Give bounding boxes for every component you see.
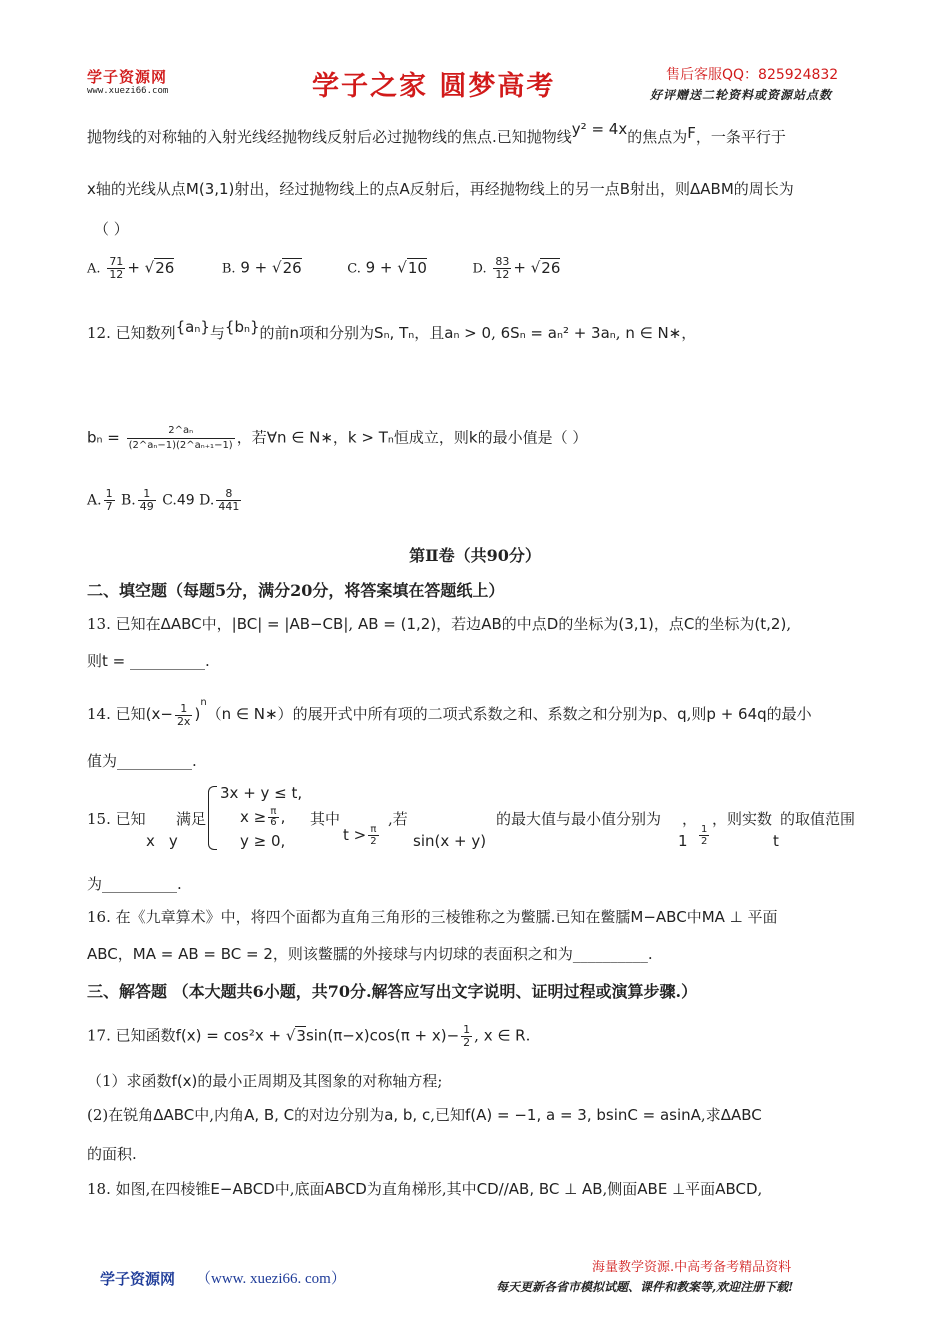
q13-text: 则 bbox=[87, 652, 103, 670]
q15-text-satisfy: 满足 bbox=[176, 810, 207, 828]
q12-option-b-frac: $\frac{1}{49}$ bbox=[139, 487, 154, 513]
q11-line2 bbox=[87, 178, 794, 200]
q12-options bbox=[87, 488, 243, 513]
q13-ab: AB bbox=[481, 615, 502, 633]
q11-text: 抛物线的对称轴的入射光线经抛物线反射后必过抛物线的焦点.已知抛物线 bbox=[87, 128, 572, 146]
q11-option-c-label: C. bbox=[347, 261, 361, 277]
q14-text: ,则 bbox=[686, 705, 707, 723]
q11-option-c-rad: 10 bbox=[407, 258, 427, 277]
q14-target: p + 64q bbox=[706, 705, 767, 723]
q12-text: 恒成立，则 bbox=[393, 428, 469, 447]
q11-option-a-plus: + bbox=[127, 258, 145, 277]
q11-option-a-rad: 26 bbox=[155, 258, 175, 277]
q12-text: ，若 bbox=[236, 428, 267, 447]
q12-seq-a: {aₙ} bbox=[175, 318, 210, 336]
q18-text: 18. 如图,在四棱锥 bbox=[87, 1180, 211, 1198]
q11-option-d-plus: + bbox=[513, 258, 531, 277]
q13-text: , bbox=[348, 615, 354, 633]
q12-cond3: n ∈ N∗ bbox=[625, 324, 682, 342]
q15-text-start bbox=[87, 808, 146, 830]
q12-k: k bbox=[468, 428, 478, 447]
q11-text: 的焦点为 bbox=[627, 128, 688, 146]
header-url: www.xuezi66.com bbox=[87, 86, 169, 96]
q11-option-a-frac: $\frac{71}{12}$ bbox=[109, 255, 124, 281]
q13-text: , bbox=[786, 615, 792, 633]
q16-abc: ABC bbox=[87, 945, 118, 963]
q11-option-d-frac: $\frac{83}{12}$ bbox=[495, 255, 510, 281]
q11-option-c-text: 9 + bbox=[365, 258, 398, 277]
q17-part2-line2: 的面积. bbox=[87, 1145, 137, 1163]
q12-text: ， bbox=[681, 324, 697, 342]
q16-pyramid: M−ABC bbox=[630, 908, 687, 926]
q17-part1 bbox=[87, 1070, 442, 1092]
q13-d-coord: (3,1) bbox=[618, 615, 654, 633]
q11-point-m: M(3,1) bbox=[185, 180, 235, 198]
q13-c-coord: (t,2) bbox=[754, 615, 787, 633]
q17-sides: a, b, c bbox=[384, 1106, 431, 1124]
q17-text: 的对边分别为 bbox=[294, 1106, 385, 1124]
q17-text: , bbox=[474, 1026, 479, 1045]
q12-option-a-frac: $\frac{1}{7}$ bbox=[105, 487, 113, 513]
q13-text: 中， bbox=[201, 615, 232, 633]
q15-t: t bbox=[773, 832, 779, 850]
q17-func: f(x) = cos²x + bbox=[175, 1026, 286, 1045]
q14-line1 bbox=[87, 697, 812, 728]
q11-point-b: B bbox=[619, 180, 631, 198]
q17-text: 的最小正周期及其图象的对称轴方程; bbox=[197, 1072, 443, 1090]
q15-sys2: x ≥ $\frac{\pi}{6}$ , bbox=[240, 806, 286, 828]
q15-text: 15. 已知 bbox=[87, 810, 146, 828]
q13-text: 的坐标为 bbox=[558, 615, 619, 633]
q15-xy: x y bbox=[146, 832, 178, 850]
header-slogan: 好评赠送二轮资料或资源站点数 bbox=[650, 88, 833, 102]
q12-text: 的最小值是（ ） bbox=[477, 428, 588, 447]
q16-text: ， bbox=[117, 945, 133, 963]
q11-text: 的周长为 bbox=[733, 180, 794, 198]
q15-text-real: ，则实数 bbox=[712, 810, 773, 828]
q18-text: , bbox=[757, 1180, 763, 1198]
q14-frac: $\frac{1}{2x}$ bbox=[176, 701, 191, 728]
q14-expr-close: ) bbox=[194, 705, 201, 723]
q15-t-cond: t > $\frac{\pi}{2}$ bbox=[343, 824, 377, 847]
q12-option-c-label: C. bbox=[162, 492, 177, 509]
q13-text: 的中点 bbox=[501, 615, 547, 633]
q11-text: ，一条平行于 bbox=[695, 128, 786, 146]
q16-cond: MA ⊥ bbox=[701, 908, 743, 926]
q12-seq-b: {bₙ} bbox=[224, 318, 260, 336]
q17-text: 中,内角 bbox=[194, 1106, 245, 1124]
q16-eq: MA = AB = BC = 2 bbox=[132, 945, 273, 963]
q12-option-d-label: D. bbox=[199, 492, 215, 509]
section2-heading: 二、填空题（每题5分，满分20分，将答案填在答题纸上） bbox=[87, 581, 505, 600]
q16-text: 平面 bbox=[747, 908, 778, 926]
q11-x: x bbox=[87, 180, 96, 198]
q15-comma: ， bbox=[682, 810, 698, 828]
q11-paren: （ ） bbox=[94, 220, 129, 238]
q13-line2 bbox=[87, 650, 210, 672]
q14-expr: (x− bbox=[145, 705, 173, 723]
q11-text: 射出，则 bbox=[630, 180, 691, 198]
q13-c: C bbox=[683, 615, 695, 633]
q13-d: D bbox=[546, 615, 559, 633]
q18-text: 中,底面 bbox=[274, 1180, 325, 1198]
q18-plane: ABCD bbox=[715, 1180, 758, 1198]
footer-slogan: 每天更新各省市模拟试题、课件和教案等,欢迎注册下载! bbox=[496, 1280, 794, 1294]
q12-line1: 12. 已知数列{aₙ}与{bₙ}的前n项和分别为Sₙ, Tₙ，且aₙ > 0, 6Sₙ = aₙ² + 3aₙ, n ∈ N∗， bbox=[87, 318, 697, 342]
q17-fx: f(x) bbox=[171, 1072, 198, 1090]
q18-text: ,侧面 bbox=[602, 1180, 638, 1198]
q12-option-d-frac: $\frac{8}{441}$ bbox=[218, 487, 240, 513]
q16-line1 bbox=[87, 906, 778, 928]
q13-triangle: ΔABC bbox=[160, 615, 202, 633]
header-logo: 学子资源网 bbox=[87, 68, 168, 86]
header-center-title: 学子之家 圆梦高考 bbox=[312, 71, 556, 102]
q14-text: 的最小 bbox=[766, 705, 812, 723]
q11-text: 射出，经过抛物线上的点 bbox=[234, 180, 400, 198]
q13-text: 13. 已知在 bbox=[87, 615, 161, 633]
q15-text-where: 其中 bbox=[310, 810, 341, 828]
footer-tagline: 海量教学资源.中高考备考精品资料 bbox=[592, 1260, 792, 1275]
q18-text: 平面 bbox=[685, 1180, 716, 1198]
q17-triangle: ΔABC bbox=[153, 1106, 195, 1124]
q17-rad: 3 bbox=[296, 1026, 306, 1045]
q11-triangle: ΔABM bbox=[690, 180, 734, 198]
q17-cond: f(A) = −1, a = 3, bsinC = asinA bbox=[465, 1106, 701, 1124]
q13-answer-blank: __________. bbox=[130, 652, 210, 670]
q15-text-maxmin: 的最大值与最小值分别为 bbox=[496, 810, 662, 828]
q15-max: 1 bbox=[678, 832, 688, 850]
q17-text: ,已知 bbox=[430, 1106, 466, 1124]
part2-title: 第Ⅱ卷（共90分） bbox=[409, 546, 541, 565]
footer-url[interactable]: （www. xuezi66. com） bbox=[196, 1271, 346, 1287]
q12-option-b-label: B. bbox=[121, 492, 136, 509]
q15-line2: 为__________. bbox=[87, 875, 182, 893]
q11-option-d-label: D. bbox=[472, 261, 487, 277]
q11-option-d-rad: 26 bbox=[541, 258, 561, 277]
q17-func-rest: sin(π−x)cos(π + x)− bbox=[305, 1026, 460, 1045]
q17-domain: x ∈ R bbox=[483, 1026, 526, 1045]
q15-sys1: 3x + y ≤ t, bbox=[220, 784, 303, 802]
q11-text: 反射后，再经抛物线上的另一点 bbox=[409, 180, 620, 198]
q18-text: 为直角梯形,其中 bbox=[366, 1180, 477, 1198]
q13-line1 bbox=[87, 613, 791, 635]
q12-bn-frac: $\frac{\text{2\textasciicircum{}aₙ}}{\text{(2\textasciicircum{}aₙ−1)(2\textasciicircum{}aₙ₊₁−1)}}$ bbox=[128, 425, 233, 451]
q11-options: A. $\frac{71}{12}$ + √26 B. 9 + √26 C. 9 + √10 D. $\frac{83}{12}$ + √26 bbox=[87, 255, 561, 281]
q12-text: 的前 bbox=[259, 324, 290, 342]
q11-parabola-eq: y² = 4x bbox=[571, 120, 628, 138]
q16-line2 bbox=[87, 943, 653, 965]
q14-text: 14. 已知 bbox=[87, 705, 146, 723]
q11-option-b-label: B. bbox=[221, 261, 236, 277]
q18-face: ABE ⊥ bbox=[637, 1180, 686, 1198]
q15-min: $\frac{1}{2}$ bbox=[701, 824, 708, 847]
q12-cond1: aₙ > 0 bbox=[444, 324, 492, 342]
q18-base: ABCD bbox=[324, 1180, 367, 1198]
q18-cond: CD//AB, BC ⊥ AB bbox=[476, 1180, 603, 1198]
q11-point-a: A bbox=[399, 180, 410, 198]
q12-cond2: 6Sₙ = aₙ² + 3aₙ bbox=[500, 324, 616, 342]
q12-text: 项和分别为 bbox=[299, 324, 375, 342]
q15-sin: sin(x + y) bbox=[413, 832, 487, 850]
header-qq: 售后客服QQ：825924832 bbox=[666, 67, 839, 83]
q13-cond: |BC| = |AB−CB| bbox=[231, 615, 349, 633]
q17-line1: 17. 已知函数f(x) = cos²x + √3sin(π−x)cos(π + x)− $\frac{1}{2}$ , x ∈ R. bbox=[87, 1023, 531, 1049]
q17-text: （1）求函数 bbox=[87, 1072, 172, 1090]
q13-t: t = bbox=[102, 652, 131, 670]
q17-frac: $\frac{1}{2}$ bbox=[463, 1023, 471, 1049]
q12-option-c-text: 49 bbox=[176, 492, 195, 509]
footer-logo: 学子资源网 bbox=[100, 1270, 176, 1288]
q12-text: ，且 bbox=[414, 324, 445, 342]
q16-text: 16. 在《九章算术》中，将四个面都为直角三角形的三棱锥称之为鳖臑.已知在鳖臑 bbox=[87, 908, 631, 926]
q11-focus: F bbox=[687, 124, 696, 142]
q11-option-a-label: A. bbox=[87, 261, 101, 277]
q14-line2: 值为__________. bbox=[87, 752, 197, 770]
q11-option-b-text: 9 + bbox=[240, 258, 272, 277]
section3-heading: 三、解答题 （本大题共6小题，共70分.解答应写出文字说明、证明过程或演算步骤.） bbox=[87, 982, 698, 1001]
q17-triangle: ΔABC bbox=[720, 1106, 762, 1124]
q16-text: 中 bbox=[686, 908, 702, 926]
q14-cond: （n ∈ N∗） bbox=[206, 705, 293, 723]
q17-text: . bbox=[525, 1026, 531, 1045]
q12-option-a-label: A. bbox=[87, 492, 102, 509]
q12-n: n bbox=[289, 324, 300, 342]
q17-angles: A, B, C bbox=[244, 1106, 295, 1124]
q17-text: 17. 已知函数 bbox=[87, 1026, 176, 1045]
q13-vector: AB = (1,2) bbox=[357, 615, 437, 633]
q15-text-if: ,若 bbox=[388, 810, 408, 828]
q12-text: 与 bbox=[209, 324, 225, 342]
q12-sums: Sₙ, Tₙ bbox=[374, 324, 415, 342]
q13-text: ，若边 bbox=[436, 615, 482, 633]
q18-line1 bbox=[87, 1178, 762, 1200]
q11-line1 bbox=[87, 120, 786, 148]
q15-brace bbox=[208, 786, 217, 850]
q14-pq: p、q bbox=[652, 705, 687, 723]
q15-sys3: y ≥ 0, bbox=[240, 832, 286, 850]
q11-text: 轴的光线从点 bbox=[95, 180, 186, 198]
q12-bn-def: bₙ = bbox=[87, 428, 120, 447]
q17-text: (2)在锐角 bbox=[87, 1106, 154, 1124]
q11-option-b-rad: 26 bbox=[282, 258, 302, 277]
q15-text-range: 的取值范围 bbox=[780, 810, 856, 828]
q13-text: 的坐标为 bbox=[694, 615, 755, 633]
q14-exponent: n bbox=[200, 697, 207, 708]
q12-line2 bbox=[87, 424, 587, 453]
q12-text: ， bbox=[332, 428, 348, 447]
q18-pyramid: E−ABCD bbox=[210, 1180, 275, 1198]
q13-text: ，点 bbox=[653, 615, 684, 633]
q14-text: 的展开式中所有项的二项式系数之和、系数之和分别为 bbox=[292, 705, 653, 723]
q17-text: ,求 bbox=[700, 1106, 721, 1124]
q12-ineq: k > Tₙ bbox=[347, 428, 394, 447]
q12-forall: ∀n ∈ N∗ bbox=[266, 428, 333, 447]
q12-text: 12. 已知数列 bbox=[87, 324, 176, 342]
q16-text: ，则该鳖臑的外接球与内切球的表面积之和为__________. bbox=[272, 945, 653, 963]
q17-part2 bbox=[87, 1104, 762, 1126]
